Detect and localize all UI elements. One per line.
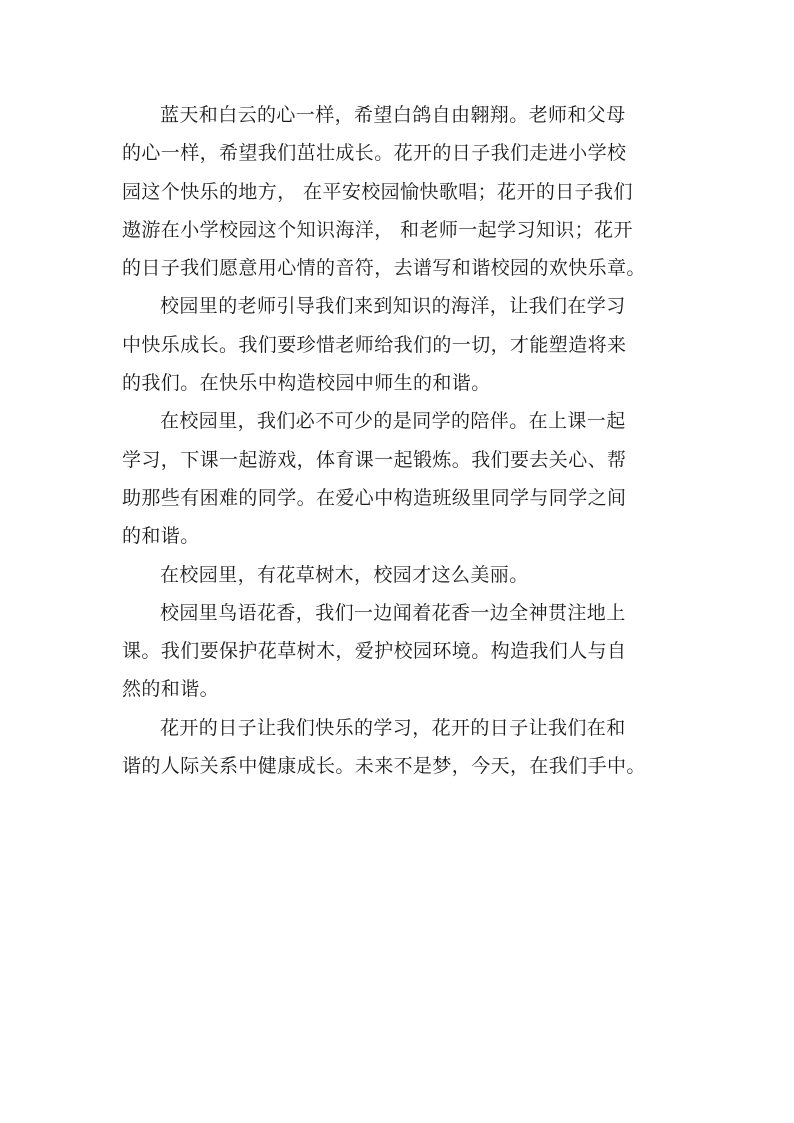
text-line: 花开的日子让我们快乐的学习，花开的日子让我们在和 xyxy=(160,716,626,739)
text-line: 学习，下课一起游戏，体育课一起锻炼。我们要去关心、帮 xyxy=(122,448,627,471)
text-line: 的我们。在快乐中构造校园中师生的和谐。 xyxy=(122,372,491,395)
text-line: 然的和谐。 xyxy=(122,678,220,701)
text-line: 的心一样，希望我们茁壮成长。花开的日子我们走进小学校 xyxy=(122,142,627,165)
paragraph-2 xyxy=(122,287,675,402)
text-line: 在校园里，我们必不可少的是同学的陪伴。在上课一起 xyxy=(160,410,626,433)
paragraph-4 xyxy=(122,556,675,594)
paragraph-3 xyxy=(122,402,675,555)
text-line: 助那些有困难的同学。在爱心中构造班级里同学与同学之间 xyxy=(122,486,627,509)
text-line: 中快乐成长。我们要珍惜老师给我们的一切，才能塑造将来 xyxy=(122,333,627,356)
text-line: 遨游在小学校园这个知识海洋， 和老师一起学习知识；花开 xyxy=(122,218,633,241)
text-line: 课。我们要保护花草树木，爱护校园环境。构造我们人与自 xyxy=(122,640,627,663)
essay-body xyxy=(122,96,675,785)
text-line: 蓝天和白云的心一样，希望白鸽自由翱翔。老师和父母 xyxy=(160,104,626,126)
text-line: 谐的人际关系中健康成长。未来不是梦，今天，在我们手中。 xyxy=(122,755,646,778)
text-line: 校园里的老师引导我们来到知识的海洋，让我们在学习 xyxy=(160,295,626,318)
paragraph-5 xyxy=(122,594,675,709)
text-line: 的和谐。 xyxy=(122,525,200,548)
paragraph-6 xyxy=(122,709,675,786)
paragraph-1 xyxy=(122,96,675,287)
text-line: 在校园里，有花草树木，校园才这么美丽。 xyxy=(160,563,529,586)
text-line: 的日子我们愿意用心情的音符，去谱写和谐校园的欢快乐章。 xyxy=(122,257,646,280)
text-line: 园这个快乐的地方， 在平安校园愉快歌唱；花开的日子我们 xyxy=(122,180,633,203)
text-line: 校园里鸟语花香，我们一边闻着花香一边全神贯注地上 xyxy=(160,601,626,624)
